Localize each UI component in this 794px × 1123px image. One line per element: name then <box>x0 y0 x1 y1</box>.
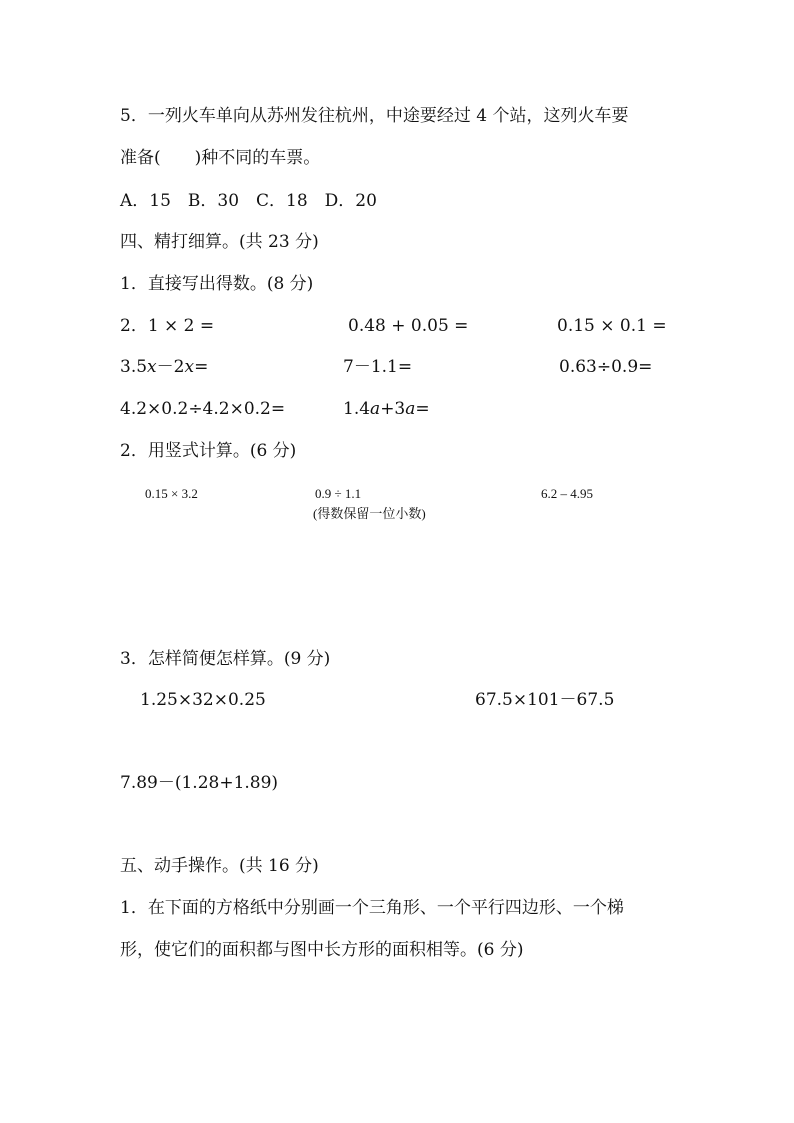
calc-8-var-a: a <box>370 399 381 419</box>
calc-8-var-a: a <box>405 399 416 419</box>
calc-7: 4.2×0.2÷4.2×0.2= <box>120 399 286 419</box>
vertical-calc-note: (得数保留一位小数) <box>313 506 426 521</box>
q5-line-2: 准备( )种不同的车票。 <box>120 148 321 168</box>
s4-part1-title: 1．直接写出得数。(8 分) <box>120 274 314 294</box>
calc-4-var-x: x <box>147 357 157 377</box>
s5-part1-line-2: 形，使它们的面积都与图中长方形的面积相等。(6 分) <box>120 940 524 960</box>
s4-part3-title: 3．怎样简便怎样算。(9 分) <box>120 649 331 669</box>
simplify-2: 67.5×101－67.5 <box>475 690 615 710</box>
calc-2: 0.48 + 0.05 = <box>348 316 469 336</box>
calc-6: 0.63÷0.9= <box>559 357 653 377</box>
vertical-calc-1: 0.15 × 3.2 <box>145 486 198 501</box>
calc-4 <box>120 359 208 376</box>
s4-part2-title: 2．用竖式计算。(6 分) <box>120 441 297 461</box>
calc-3: 0.15 × 0.1 = <box>557 316 667 336</box>
q5-options: A．15 B．30 C．18 D．20 <box>120 191 377 211</box>
calc-4-var-x: x <box>184 357 195 377</box>
calc-8 <box>343 401 430 418</box>
calc-4-part: －2 <box>156 357 185 377</box>
calc-8-part: = <box>415 399 430 419</box>
section-4-title: 四、精打细算。(共 23 分) <box>120 232 319 252</box>
simplify-3: 7.89－(1.28+1.89) <box>120 773 279 793</box>
section-5-title: 五、动手操作。(共 16 分) <box>120 856 319 876</box>
simplify-1: 1.25×32×0.25 <box>140 690 266 710</box>
vertical-calc-3: 6.2 – 4.95 <box>541 486 593 501</box>
calc-1: 2．1 × 2 = <box>120 316 215 336</box>
calc-4-part: = <box>194 357 209 377</box>
s5-part1-line-1: 1．在下面的方格纸中分别画一个三角形、一个平行四边形、一个梯 <box>120 898 624 918</box>
calc-8-part: 1.4 <box>343 399 371 419</box>
calc-4-part: 3.5 <box>120 357 148 377</box>
vertical-calc-2: 0.9 ÷ 1.1 <box>315 486 362 501</box>
calc-5: 7－1.1= <box>343 357 413 377</box>
calc-8-part: +3 <box>380 399 406 419</box>
q5-line-1: 5．一列火车单向从苏州发往杭州，中途要经过 4 个站，这列火车要 <box>120 106 629 126</box>
